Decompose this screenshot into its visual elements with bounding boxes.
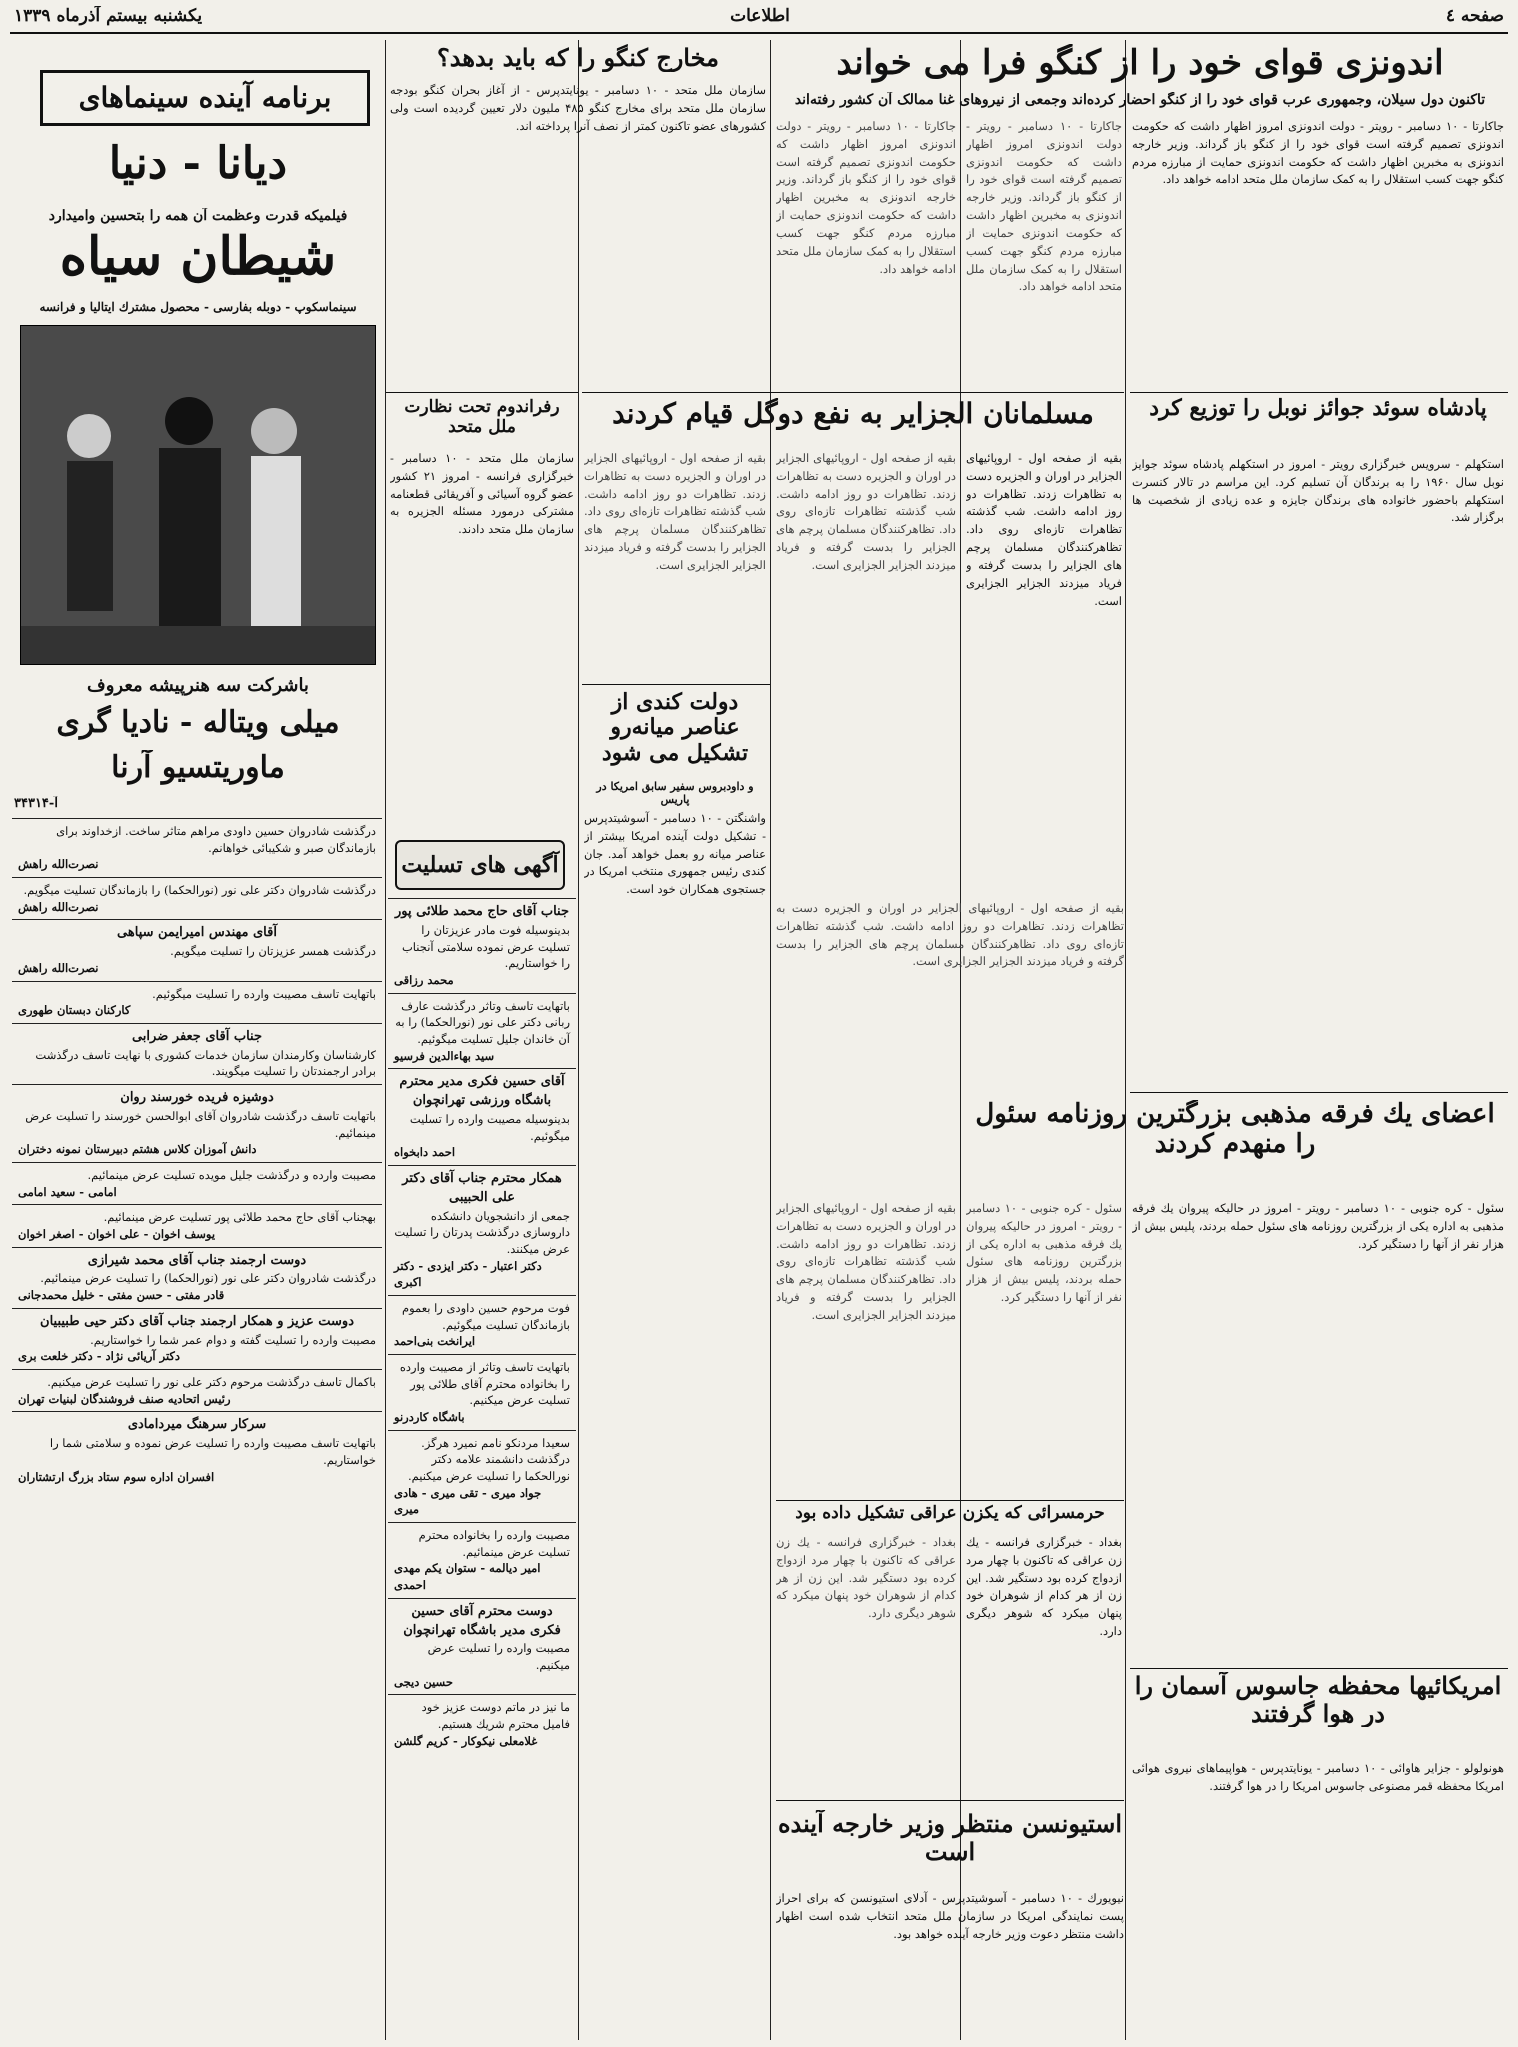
- kennedy-body: واشنگتن - ۱۰ دسامبر - آسوشیتدپرس - تشکیل دولت آینده امریکا بیشتر از عناصر میانه رو بعمل خواهد آمد. جان کندی رئیس جمهوری منتخب امریکا در جستجوی همکاران خود است.: [584, 811, 766, 897]
- spy-body: هونولولو - جزایر هاوائی - ۱۰ دسامبر - یونایتدپرس - هواپیماهای نیروی هوائی امریکا محفظه قمر مصنوعی جاسوس امریکا را در هوا گرفتند.: [1132, 1761, 1504, 1793]
- condolence-ad: دوست محترم آقای حسین فکری مدیر باشگاه تهرانچوان مصیبت وارده را تسلیت عرض میکنیم. حسین دیجی: [388, 1598, 576, 1695]
- stevenson-headline: استیونسن منتظر وزیر خارجه آینده است: [777, 1810, 1122, 1866]
- page-number: صفحه ٤: [1445, 6, 1504, 26]
- cinema-code: آ-۳۴۳۱۴: [14, 796, 58, 811]
- nobel-body: استکهلم - سرویس خبرگزاری رویتر - امروز در استکهلم پادشاه سوئد جوایز نوبل سال ۱۹۶۰ را به برندگان آن تسلیم کرد. این مراسم در تالار کنسرت استکهلم باحضور خانواده های برندگان جایزه و عده زیادی از شخصیت ها برگزار شد.: [1132, 457, 1504, 525]
- referendum-headline: رفراندوم تحت نظارت ملل متحد: [404, 398, 560, 437]
- iraq-headline: حرمسرائی که یکزن عراقی تشکیل داده بود: [795, 1504, 1105, 1523]
- paper-name: اطلاعات: [730, 6, 790, 26]
- condolence-ad: بهجناب آقای حاج محمد طلائی پور تسلیت عرض مینمائیم. یوسف اخوان - علی اخوان - اصغر اخوان: [12, 1204, 382, 1246]
- cast-names-2: ماوریتسیو آرنا: [111, 750, 285, 785]
- indonesia-subhead: تاکنون دول سیلان، وجمهوری عرب قوای خود را از کنگو احضار کرده‌اند وجمعی از نیروهای غنا ممالک آن کشور رفته‌اند: [794, 92, 1486, 108]
- far-left-ads-column: [12, 818, 382, 2040]
- condolence-ad: دوست ارجمند جناب آقای محمد شیرازی درگذشت شادروان دکتر علی نور (نورالحکما) را تسلیت عرض مینمائیم. قادر مفتی - حسن مفتی - خلیل محمدجانی: [12, 1247, 382, 1308]
- condolence-ad: سرکار سرهنگ میردامادی باتهایت تاسف مصیبت وارده را تسلیت عرض نموده و سلامتی شما را خواستاریم. افسران اداره سوم ستاد بزرگ ارتشتاران: [12, 1411, 382, 1489]
- film-title: شیطان سیاه: [59, 228, 337, 286]
- referendum-body: سازمان ملل متحد - ۱۰ دسامبر - خبرگزاری فرانسه - امروز ۲۱ کشور عضو گروه آسیائی و آفریقائی قطعنامه مشترکی درمورد مسئله الجزیره به سازمان ملل متحد دادند.: [390, 451, 574, 537]
- condolence-ad: ما نیز در ماتم دوست عزیز خود فامیل محترم شریك هستیم. غلامعلی نیکوکار - کریم گلشن: [388, 1694, 576, 1753]
- algeria-body-cont-2: بقیه از صفحه اول - اروپائیهای الجزایر در اوران و الجزیره دست به تظاهرات زدند. تظاهرات دو روز ادامه داشت. شب گذشته تظاهرات تازه‌ای روی داد. تظاهرکنندگان مسلمان پرچم های الجزایر را بدست گرفته و فریاد میزدند الجزایر الجزایری است.: [584, 451, 766, 572]
- col-rule: [770, 40, 771, 2040]
- condolence-ad: باتهایت تاسف وتاثر درگذشت عارف ربانی دکتر علی نور (نورالحکما) را به آن خاندان جلیل تسلیت میگوئیم. سید بهاءالدین فرسیو: [388, 993, 576, 1069]
- condolence-ad: دوشیزه فریده خورسند روان باتهایت تاسف درگذشت شادروان آقای ابوالحسن خورسند را تسلیت عرض مینمائیم. دانش آموزان کلاس هشتم دبیرستان نمونه دختران: [12, 1084, 382, 1162]
- kennedy-subhead: و داودبروس سفیر سابق امریکا در پاریس: [596, 780, 754, 806]
- iraq-body: بغداد - خبرگزاری فرانسه - یك زن عراقی که تاکنون با چهار مرد ازدواج کرده بود دستگیر شد. این زن از هر کدام از شوهران خود پنهان میکرد که شوهر دیگری دارد.: [966, 1535, 1122, 1639]
- condolence-ad: مصیبت وارده را بخانواده محترم تسلیت عرض مینمائیم. امیر دیالمه - ستوان یکم مهدی احمدی: [388, 1522, 576, 1598]
- condolence-ad: باتهایت تاسف مصیبت وارده را تسلیت میگوئیم. کارکنان دبستان طهوری: [12, 981, 382, 1023]
- condolence-ad: دوست عزیز و همکار ارجمند جناب آقای دکتر حیی طبیبیان مصیبت وارده را تسلیت گفته و دوام عمر شما را خواستاریم. دکتر آریائی نژاد - دکتر خلعت بری: [12, 1308, 382, 1369]
- condolence-ad: همکار محترم جناب آقای دکتر علی الحبیبی جمعی از دانشجویان دانشکده داروسازی درگذشت پدرتان را تسلیت عرض میکنند. دکتر اعتبار - دکتر ایزدی - دکتر اکبری: [388, 1165, 576, 1295]
- film-still-figures: [20, 326, 375, 665]
- condolence-ad: باکمال تاسف درگذشت مرحوم دکتر علی نور را تسلیت عرض میکنیم. رئیس اتحادیه صنف فروشندگان لبنیات تهران: [12, 1369, 382, 1411]
- seoul-body: سئول - کره جنوبی - ۱۰ دسامبر - رویتر - امروز در حالیکه پیروان یك فرقه مذهبی به اداره یکی از بزرگترین روزنامه های سئول حمله بردند، پلیس بیش از هزار نفر از آنها را دستگیر کرد.: [1132, 1201, 1504, 1251]
- col-rule: [385, 40, 386, 2040]
- algeria-headline: مسلمانان الجزایر به نفع دوگل قیام کردند: [612, 398, 1094, 430]
- condolence-ad: آقای حسین فکری مدیر محترم باشگاه ورزشی تهرانچوان بدینوسیله مصیبت وارده را تسلیت میگوئیم. احمد دابخواه: [388, 1068, 576, 1165]
- condolence-label: آگهی های تسلیت: [395, 840, 565, 890]
- algeria-body-cont-4: بقیه از صفحه اول - اروپائیهای الجزایر در اوران و الجزیره دست به تظاهرات زدند. تظاهرات دو روز ادامه داشت. شب گذشته تظاهرات تازه‌ای روی داد. تظاهرکنندگان مسلمان پرچم های الجزایر را بدست گرفته و فریاد میزدند الجزایر الجزایری است.: [776, 1201, 956, 1322]
- col-rule: [1125, 40, 1126, 2040]
- condolence-ad: جناب آقای جعفر ضرابی کارشناسان وکارمندان سازمان خدمات کشوری با نهایت تاسف درگذشت برادر ارجمندتان را تسلیت میگویند.: [12, 1023, 382, 1084]
- kennedy-headline: دولت کندی از عناصر میانه‌رو تشکیل می شود: [601, 690, 749, 766]
- condolence-ads-column: [388, 898, 576, 2040]
- indonesia-body: جاکارتا - ۱۰ دسامبر - رویتر - دولت اندونزی امروز اظهار داشت که حکومت اندونزی تصمیم گرفته است قوای خود را از کنگو باز گرداند. وزیر خارجه اندونزی به مخبرین اظهار داشت که حکومت اندونزی حمایت از مبارزه مردم کنگو جهت کسب استقلال را به کمک سازمان ملل متحد ادامه خواهد داد.: [1132, 119, 1504, 187]
- congo-body: سازمان ملل متحد - ۱۰ دسامبر - یونایتدپرس - از آغاز بحران کنگو بودجه سازمان ملل متحد برای مخارج کنگو ۴۸۵ ملیون دلار تعیین گردیده است ولی کشورهای عضو تاکنون کمتر از نصف آنرا پرداخته اند.: [390, 83, 766, 133]
- cinema-names: دیانا - دنیا: [108, 140, 288, 189]
- condolence-ad: مصیبت وارده و درگذشت جلیل مویده تسلیت عرض مینمائیم. امامی - سعید امامی: [12, 1162, 382, 1204]
- condolence-ad: درگذشت شادروان دکتر علی نور (نورالحکما) را بازماندگان تسلیت میگویم. نصرت‌الله راهش: [12, 877, 382, 919]
- stevenson-body: نیویورك - ۱۰ دسامبر - آسوشیتدپرس - آدلای استیونسن که برای احراز پست نمایندگی امریکا در سازمان ملل متحد انتخاب شده است اظهار داشت منتظر دعوت وزیر خارجه آینده خواهد بود.: [776, 1891, 1124, 1941]
- issue-date: یکشنبه بیستم آذرماه ۱۳۳۹: [14, 6, 203, 26]
- film-tech: سینماسکوپ - دوبله بفارسی - محصول مشترك ایتالیا و فرانسه: [39, 300, 357, 314]
- indonesia-body-cont: جاکارتا - ۱۰ دسامبر - رویتر - دولت اندونزی امروز اظهار داشت که حکومت اندونزی تصمیم گرفته است قوای خود را از کنگو باز گرداند. وزیر خارجه اندونزی به مخبرین اظهار داشت که حکومت اندونزی حمایت از مبارزه مردم کنگو جهت کسب استقلال را به کمک سازمان ملل متحد ادامه خواهد داد.: [966, 119, 1122, 294]
- iraq-body-cont: بغداد - خبرگزاری فرانسه - یك زن عراقی که تاکنون با چهار مرد ازدواج کرده بود دستگیر شد. این زن از هر کدام از شوهران خود پنهان میکرد که شوهر دیگری دارد.: [776, 1535, 956, 1621]
- seoul-body-cont: سئول - کره جنوبی - ۱۰ دسامبر - رویتر - امروز در حالیکه پیروان یك فرقه مذهبی به اداره یکی از بزرگترین روزنامه های سئول حمله بردند، پلیس بیش از هزار نفر از آنها را دستگیر کرد.: [966, 1201, 1122, 1305]
- condolence-ad: باتهایت تاسف وتاثر از مصیبت وارده را بخانواده محترم آقای طلائی پور تسلیت عرض میکنیم. باشگاه کاردرنو: [388, 1354, 576, 1430]
- condolence-ad: سعیدا مردنکو نامم نمیرد هرگز. درگذشت دانشمند علامه دکتر نورالحکما را تسلیت عرض میکنیم. جواد میری - تقی میری - هادی میری: [388, 1430, 576, 1522]
- congo-headline: مخارج کنگو را که باید بدهد؟: [437, 44, 719, 72]
- condolence-ad: جناب آقای حاج محمد طلائی پور بدینوسیله فوت مادر عزیزتان را تسلیت عرض نموده سلامتی آنجناب را خواستاریم. محمد رزاقی: [388, 898, 576, 993]
- indonesia-body-cont-2: جاکارتا - ۱۰ دسامبر - رویتر - دولت اندونزی امروز اظهار داشت که حکومت اندونزی تصمیم گرفته است قوای خود را از کنگو باز گرداند. وزیر خارجه اندونزی به مخبرین اظهار داشت که حکومت اندونزی حمایت از مبارزه مردم کنگو جهت کسب استقلال را به کمک سازمان ملل متحد ادامه خواهد داد.: [776, 119, 956, 276]
- spy-headline: امریکائیها محفظه جاسوس آسمان را در هوا گرفتند: [1134, 1672, 1502, 1728]
- condolence-ad: فوت مرحوم حسین داودی را بعموم بازماندگان تسلیت میگوئیم. ایرانخت بنی‌احمد: [388, 1295, 576, 1354]
- algeria-body: بقیه از صفحه اول - اروپائیهای الجزایر در اوران و الجزیره دست به تظاهرات زدند. تظاهرات دو روز ادامه داشت. شب گذشته تظاهرات تازه‌ای روی داد. تظاهرکنندگان مسلمان پرچم های الجزایر را بدست گرفته و فریاد میزدند الجزایر الجزایری است.: [966, 451, 1122, 608]
- condolence-ad: درگذشت شادروان حسین داودی مراهم متاثر ساخت. ازخداوند برای بازماندگان صبر و شکیبائی خواهانم. نصرت‌الله راهش: [12, 818, 382, 877]
- cinema-banner: برنامه آینده سینماهای: [40, 70, 370, 126]
- film-still-image: [20, 325, 376, 665]
- algeria-body-cont: بقیه از صفحه اول - اروپائیهای الجزایر در اوران و الجزیره دست به تظاهرات زدند. تظاهرات دو روز ادامه داشت. شب گذشته تظاهرات تازه‌ای روی داد. تظاهرکنندگان مسلمان پرچم های الجزایر را بدست گرفته و فریاد میزدند الجزایر الجزایری است.: [776, 451, 956, 572]
- seoul-headline: اعضای یك فرقه مذهبی بزرگترین روزنامه سئول را منهدم کردند: [975, 1100, 1495, 1159]
- header-rule: [10, 32, 1508, 34]
- indonesia-headline: اندونزی قوای خود را از کنگو فرا می خواند: [836, 44, 1444, 83]
- film-intro: فیلمیکه قدرت وعظمت آن همه را بتحسین وامیدارد: [48, 208, 348, 224]
- cast-names: میلی ویتاله - نادیا گری: [56, 705, 340, 740]
- nobel-headline: پادشاه سوئد جوائز نوبل را توزیع کرد: [1149, 396, 1487, 421]
- cast-intro: باشرکت سه هنرپیشه معروف: [87, 675, 309, 696]
- condolence-ad: آقای مهندس امیرایمن سپاهی درگذشت همسر عزیزتان را تسلیت میگویم. نصرت‌الله راهش: [12, 919, 382, 980]
- algeria-body-cont-3: بقیه از صفحه اول - اروپائیهای الجزایر در اوران و الجزیره دست به تظاهرات زدند. تظاهرات دو روز ادامه داشت. شب گذشته تظاهرات تازه‌ای روی داد. تظاهرکنندگان مسلمان پرچم های الجزایر را بدست گرفته و فریاد میزدند الجزایر الجزایری است.: [776, 901, 1124, 969]
